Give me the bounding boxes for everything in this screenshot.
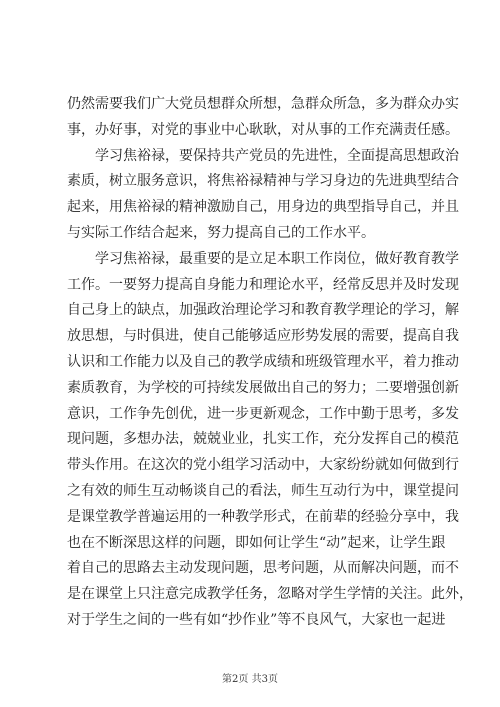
text-line: 学习焦裕禄，要保持共产党员的先进性，全面提高思想政治 [67,147,459,164]
body-text [67,92,473,634]
text-line: 意识，工作争先创优，进一步更新观念，工作中勤于思考，多发 [67,405,459,422]
text-line: 事，办好事，对党的事业中心耿耿，对从事的工作充满责任感。 [67,121,459,138]
text-line: 之有效的师生互动畅谈自己的看法，师生互动行为中，课堂提问 [67,482,459,499]
text-line: 与实际工作结合起来，努力提高自己的工作水平。 [67,224,375,241]
text-line: 起来，用焦裕禄的精神激励自己，用身边的典型指导自己，并且 [67,199,459,216]
text-line: 素质教育，为学校的可持续发展做出自己的努力；二要增强创新 [67,379,459,396]
text-line: 着自己的思路去主动发现问题，思考问题，从而解决问题，而不 [67,560,459,577]
text-line: 现问题，多想办法，兢兢业业，扎实工作，充分发挥自己的模范 [67,431,459,448]
text-line: 认识和工作能力以及自己的教学成绩和班级管理水平，着力推动 [67,353,459,370]
text-line: 带头作用。在这次的党小组学习活动中，大家纷纷就如何做到行 [67,457,459,474]
text-line: 是课堂教学普遍运用的一种教学形式，在前辈的经验分享中，我 [67,508,459,525]
text-line: 放思想，与时俱进，使自己能够适应形势发展的需要，提高自我 [67,328,459,345]
page-number-footer: 第2页 共3页 [222,674,278,685]
text-line: 也在不断深思这样的问题，即如何让学生“动”起来，让学生跟 [67,534,446,551]
text-line: 素质，树立服务意识，将焦裕禄精神与学习身边的先进典型结合 [67,173,459,190]
text-line: 仍然需要我们广大党员想群众所想，急群众所急，多为群众办实 [67,96,459,112]
text-line: 自己身上的缺点，加强政治理论学习和教育教学理论的学习，解 [67,302,459,319]
text-line: 对于学生之间的一些有如“抄作业”等不良风气，大家也一起进 [67,611,446,628]
text-line: 学习焦裕禄，最重要的是立足本职工作岗位，做好教育教学 [67,250,459,267]
text-line: 是在课堂上只注意完成教学任务，忽略对学生学情的关注。此外， [67,586,473,603]
text-line: 工作。一要努力提高自身能力和理论水平，经常反思并及时发现 [67,276,459,293]
